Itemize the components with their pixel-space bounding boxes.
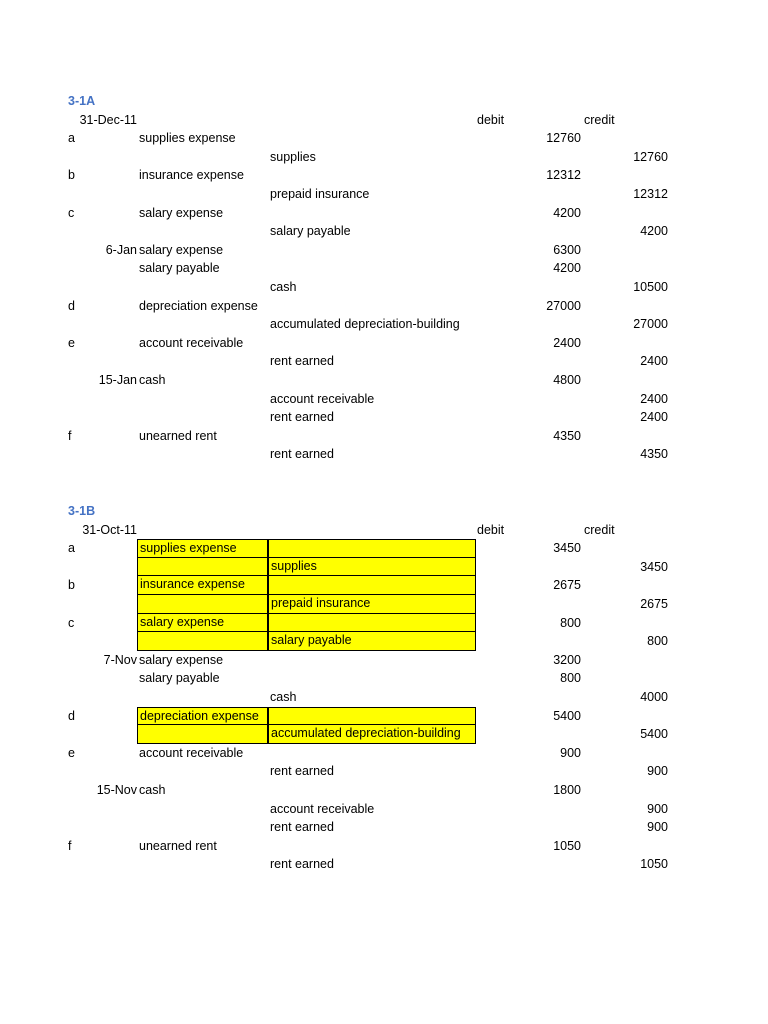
journal-row: [0, 204, 768, 223]
credit-amount: 4350: [640, 447, 668, 462]
journal-row: [0, 315, 768, 334]
journal-row: [0, 185, 768, 204]
column-header-row: [0, 521, 768, 540]
account-name: [137, 688, 268, 707]
account-name: salary payable: [139, 261, 220, 276]
account-name: salary expense: [139, 205, 224, 220]
journal-row: [0, 334, 768, 353]
debit-amount: 4200: [553, 205, 581, 220]
account-name: cash: [139, 783, 166, 797]
credited-account-name: rent earned: [270, 857, 334, 872]
credited-account-name: [268, 129, 476, 148]
entry-letter: b: [68, 578, 75, 593]
journal-row: [0, 371, 768, 390]
entry-letter: d: [68, 708, 75, 723]
journal-row: [0, 576, 768, 595]
credited-account-name: cash: [270, 280, 297, 294]
credit-amount: 10500: [633, 280, 668, 294]
credited-account-name: cash: [270, 690, 297, 704]
debit-amount: 3450: [553, 541, 581, 556]
account-name: salary payable: [139, 671, 220, 686]
journal-row: [0, 818, 768, 837]
account-name: [137, 148, 268, 167]
account-name: supplies expense: [139, 131, 236, 146]
entry-date: 15-Jan: [98, 373, 137, 387]
journal-row: [0, 241, 768, 260]
credited-account-name: [268, 539, 476, 558]
debit-amount: 3200: [553, 652, 581, 667]
journal-row: [0, 408, 768, 427]
account-name: [137, 762, 268, 781]
account-name: [137, 818, 268, 837]
credit-amount: 4000: [640, 690, 668, 704]
credited-account-name: prepaid insurance: [270, 187, 370, 201]
account-name: account receivable: [139, 335, 244, 350]
account-name: [137, 185, 268, 204]
journal-row: [0, 688, 768, 707]
journal-row: [0, 837, 768, 856]
credited-account-name: [268, 614, 476, 633]
credited-account-name: [268, 204, 476, 223]
account-name: unearned rent: [139, 428, 217, 443]
credit-amount: 900: [647, 801, 668, 816]
credited-account-name: [268, 744, 476, 763]
credited-account-name: [268, 371, 476, 390]
debit-amount: 27000: [546, 298, 581, 313]
entry-letter: e: [68, 745, 75, 760]
entry-date: 15-Nov: [96, 783, 137, 797]
journal-row: [0, 781, 768, 800]
section-title: 3-1B: [68, 504, 96, 518]
entry-date: 6-Jan: [105, 242, 137, 257]
account-name: salary expense: [139, 652, 224, 667]
account-name: salary expense: [139, 242, 224, 257]
entry-letter: e: [68, 335, 75, 350]
account-name: [137, 595, 268, 614]
credited-account-name: [268, 576, 476, 595]
account-name: [137, 445, 268, 464]
journal-row: [0, 669, 768, 688]
credited-account-name: salary payable: [268, 632, 476, 651]
credit-amount: 2400: [640, 391, 668, 406]
credited-account-name: accumulated depreciation-building: [268, 725, 476, 744]
debit-amount: 6300: [553, 242, 581, 257]
account-name: [137, 725, 268, 744]
credit-amount: 2675: [640, 597, 668, 611]
debit-amount: 1800: [553, 783, 581, 797]
column-header-row: [0, 111, 768, 130]
credited-account-name: [268, 166, 476, 185]
credited-account-name: salary payable: [270, 224, 351, 239]
credited-account-name: [268, 707, 476, 726]
entry-letter: f: [68, 838, 72, 853]
entry-letter: f: [68, 428, 72, 443]
credited-account-name: prepaid insurance: [268, 595, 476, 614]
entry-letter: a: [68, 131, 75, 146]
debit-amount: 2675: [553, 578, 581, 593]
journal-row: [0, 707, 768, 726]
journal-row: [0, 222, 768, 241]
account-name: [137, 632, 268, 651]
entry-date-header: 31-Oct-11: [82, 522, 137, 537]
account-name: [137, 390, 268, 409]
credited-account-name: rent earned: [270, 410, 334, 425]
credited-account-name: supplies: [268, 558, 476, 577]
credit-amount: 27000: [633, 317, 668, 332]
debit-amount: 800: [560, 615, 581, 630]
account-name: salary expense: [137, 614, 268, 633]
account-name: [137, 315, 268, 334]
credited-account-name: [268, 334, 476, 353]
credit-amount: 800: [647, 634, 668, 649]
section-title: 3-1A: [68, 94, 96, 108]
journal-row: [0, 129, 768, 148]
credited-account-name: rent earned: [270, 764, 334, 779]
journal-row: [0, 445, 768, 464]
journal-row: [0, 744, 768, 763]
account-name: insurance expense: [137, 576, 268, 595]
journal-row: [0, 614, 768, 633]
credited-account-name: account receivable: [270, 801, 375, 816]
credited-account-name: [268, 259, 476, 278]
account-name: depreciation expense: [137, 707, 268, 726]
debit-header: debit: [477, 112, 505, 127]
entry-letter: c: [68, 205, 75, 220]
entry-letter: b: [68, 168, 75, 183]
credit-amount: 2400: [640, 354, 668, 369]
credit-amount: 12312: [633, 187, 668, 201]
debit-amount: 5400: [553, 708, 581, 723]
credited-account-name: rent earned: [270, 820, 334, 835]
credited-account-name: supplies: [270, 149, 316, 164]
credited-account-name: rent earned: [270, 447, 334, 462]
credited-account-name: [268, 651, 476, 670]
journal-row: [0, 595, 768, 614]
entry-letter: d: [68, 298, 75, 313]
account-name: supplies expense: [137, 539, 268, 558]
credited-account-name: [268, 427, 476, 446]
debit-amount: 2400: [553, 335, 581, 350]
account-name: [137, 352, 268, 371]
debit-amount: 12760: [546, 131, 581, 146]
journal-row: [0, 297, 768, 316]
debit-amount: 4200: [553, 261, 581, 276]
journal-row: [0, 762, 768, 781]
credited-account-name: accumulated depreciation-building: [270, 317, 460, 332]
journal-row: [0, 539, 768, 558]
credit-header: credit: [584, 112, 615, 127]
journal-row: [0, 148, 768, 167]
debit-header: debit: [477, 522, 505, 537]
credited-account-name: [268, 297, 476, 316]
credit-amount: 2400: [640, 410, 668, 425]
credited-account-name: account receivable: [270, 391, 375, 406]
journal-row: [0, 558, 768, 577]
journal-row: [0, 259, 768, 278]
journal-row: [0, 427, 768, 446]
credited-account-name: rent earned: [270, 354, 334, 369]
account-name: cash: [139, 373, 166, 387]
journal-row: [0, 278, 768, 297]
credit-amount: 1050: [640, 857, 668, 872]
debit-amount: 1050: [553, 838, 581, 853]
credit-amount: 900: [647, 820, 668, 835]
credit-header: credit: [584, 522, 615, 537]
credited-account-name: [268, 241, 476, 260]
entry-letter: a: [68, 541, 75, 556]
account-name: [137, 278, 268, 297]
credit-amount: 12760: [633, 149, 668, 164]
journal-row: [0, 166, 768, 185]
entry-letter: c: [68, 615, 75, 630]
credited-account-name: [268, 669, 476, 688]
credited-account-name: [268, 781, 476, 800]
debit-amount: 4350: [553, 428, 581, 443]
account-name: [137, 408, 268, 427]
journal-row: [0, 390, 768, 409]
debit-amount: 900: [560, 745, 581, 760]
account-name: [137, 222, 268, 241]
journal-row: [0, 855, 768, 874]
account-name: [137, 800, 268, 819]
credited-account-name: [268, 837, 476, 856]
entry-date: 7-Nov: [103, 652, 137, 667]
journal-row: [0, 632, 768, 651]
credit-amount: 3450: [640, 559, 668, 574]
journal-row: [0, 651, 768, 670]
credit-amount: 5400: [640, 727, 668, 742]
credit-amount: 900: [647, 764, 668, 779]
account-name: [137, 558, 268, 577]
account-name: unearned rent: [139, 838, 217, 853]
debit-amount: 800: [560, 671, 581, 686]
account-name: [137, 855, 268, 874]
credit-amount: 4200: [640, 224, 668, 239]
account-name: depreciation expense: [139, 298, 258, 313]
debit-amount: 4800: [553, 373, 581, 387]
entry-date-header: 31-Dec-11: [79, 112, 137, 127]
journal-row: [0, 725, 768, 744]
journal-row: [0, 352, 768, 371]
account-name: account receivable: [139, 745, 244, 760]
journal-row: [0, 800, 768, 819]
debit-amount: 12312: [546, 168, 581, 183]
account-name: insurance expense: [139, 168, 244, 183]
